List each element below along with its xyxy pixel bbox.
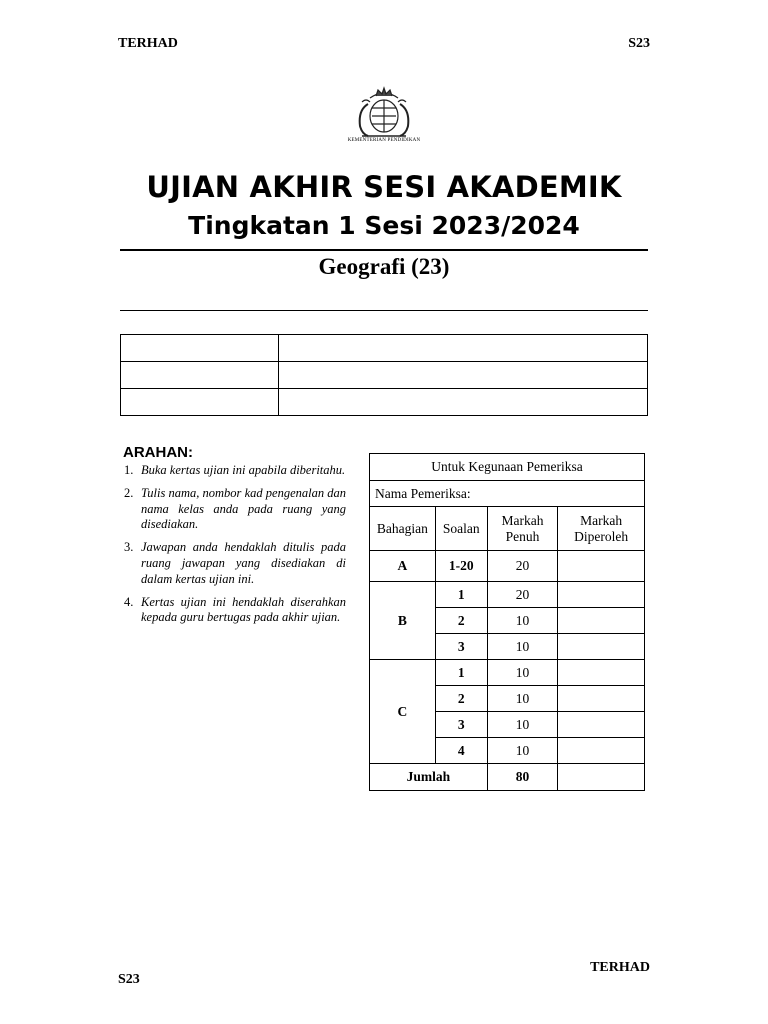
question-cell: 3 [435, 712, 487, 738]
divider [120, 249, 648, 251]
exam-subtitle: Tingkatan 1 Sesi 2023/2024 [188, 211, 580, 240]
full-mark-cell: 10 [487, 686, 558, 712]
full-mark-cell: 10 [487, 634, 558, 660]
header-right-code: S23 [628, 36, 650, 51]
obtained-mark-cell[interactable] [558, 634, 645, 660]
instruction-item: 2. Tulis nama, nombor kad pengenalan dan nama kelas anda pada ruang yang disediakan. [124, 485, 346, 532]
info-input-cell[interactable] [279, 389, 648, 416]
info-input-cell[interactable] [279, 335, 648, 362]
table-title: Untuk Kegunaan Pemeriksa [370, 454, 645, 481]
question-cell: 1 [435, 582, 487, 608]
total-label: Jumlah [370, 764, 488, 791]
full-mark-cell: 10 [487, 660, 558, 686]
full-mark-cell: 10 [487, 608, 558, 634]
footer-right-label: TERHAD [590, 960, 650, 975]
obtained-mark-cell[interactable] [558, 738, 645, 764]
instruction-item: 4. Kertas ujian ini hendaklah diserahkan kepada guru bertugas pada akhir ujian. [124, 594, 346, 625]
candidate-info-table [120, 334, 648, 416]
obtained-mark-cell[interactable] [558, 660, 645, 686]
full-mark-cell: 20 [487, 551, 558, 582]
info-label-cell [121, 362, 279, 389]
info-row [121, 335, 648, 362]
col-header: Soalan [435, 507, 487, 551]
total-full-mark: 80 [487, 764, 558, 791]
info-label-cell [121, 389, 279, 416]
obtained-mark-cell[interactable] [558, 712, 645, 738]
header-left-label: TERHAD [118, 36, 178, 51]
question-cell: 2 [435, 686, 487, 712]
info-input-cell[interactable] [279, 362, 648, 389]
info-row [121, 389, 648, 416]
info-row [121, 362, 648, 389]
section-cell: B [370, 582, 436, 660]
full-mark-cell: 20 [487, 582, 558, 608]
obtained-mark-cell[interactable] [558, 686, 645, 712]
obtained-mark-cell[interactable] [558, 551, 645, 582]
obtained-mark-cell[interactable] [558, 582, 645, 608]
footer-left-code: S23 [118, 972, 140, 987]
full-mark-cell: 10 [487, 738, 558, 764]
question-cell: 1 [435, 660, 487, 686]
logo-caption: KEMENTERIAN PENDIDIKAN [347, 138, 421, 143]
total-obtained-mark[interactable] [558, 764, 645, 791]
exam-title: UJIAN AKHIR SESI AKADEMIK [146, 170, 622, 204]
examiner-mark-table [369, 453, 645, 791]
col-header: Bahagian [370, 507, 436, 551]
subject-title: Geografi (23) [318, 254, 450, 279]
section-cell: C [370, 660, 436, 764]
section-cell: A [370, 551, 436, 582]
question-cell: 2 [435, 608, 487, 634]
instructions-list [124, 463, 346, 633]
full-mark-cell: 10 [487, 712, 558, 738]
examiner-name-field[interactable]: Nama Pemeriksa: [370, 481, 645, 507]
question-cell: 3 [435, 634, 487, 660]
info-label-cell [121, 335, 279, 362]
obtained-mark-cell[interactable] [558, 608, 645, 634]
instruction-item: 3. Jawapan anda hendaklah ditulis pada ruang jawapan yang disediakan di dalam kertas ujian ini. [124, 540, 346, 586]
instructions-title: ARAHAN: [123, 444, 193, 461]
divider [120, 310, 648, 311]
question-cell: 4 [435, 738, 487, 764]
question-cell: 1-20 [435, 551, 487, 582]
col-header: Markah Diperoleh [558, 507, 645, 551]
col-header: Markah Penuh [487, 507, 558, 551]
instruction-item: 1. Buka kertas ujian ini apabila diberitahu. [124, 463, 346, 477]
